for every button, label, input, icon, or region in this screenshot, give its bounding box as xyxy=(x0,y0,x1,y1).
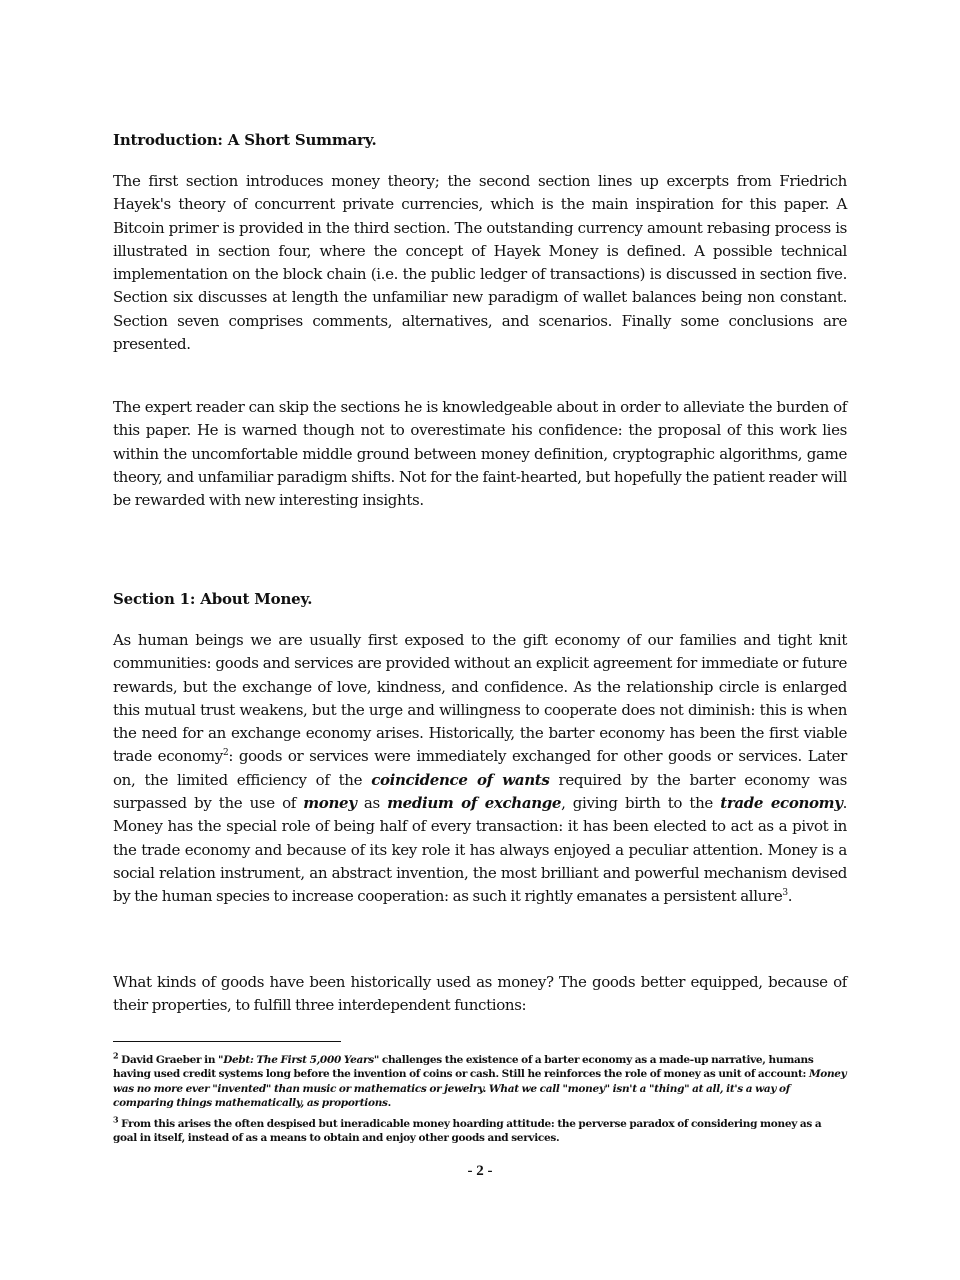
footnote-number: 2 xyxy=(113,1050,119,1061)
footnote-number: 3 xyxy=(113,1114,119,1125)
footnote-text: " challenges the existence of a barter economy as a made-up narrative, humans having used credit systems long before the invention of coins or cash. Still he reinforces the role of money as unit of account: xyxy=(113,1054,814,1081)
section1-paragraph-2: What kinds of goods have been historically used as money? The goods better equipped, because of their properties, to fulfill three interdependent functions: xyxy=(113,973,847,1015)
intro-paragraph-1: The first section introduces money theory; the second section lines up excerpts from Friedrich Hayek's theory of concurrent private currencies, which is the main inspiration for this paper. A Bitcoin primer is provided in the third section. The outstanding currency amount rebasing process is illustrated in section four, where the concept of Hayek Money is defined. A possible technical implementation on the block chain (i.e. the public ledger of transactions) is discussed in section five. Section six discusses at length the unfamiliar new paradigm of wallet balances being non constant. Section seven comprises comments, alternatives, and scenarios. Finally some conclusions are presented. xyxy=(113,172,847,354)
page-number: - 2 - xyxy=(467,1163,493,1179)
text-segment: as xyxy=(356,794,388,813)
footnote-ref[interactable]: 2 xyxy=(222,748,229,759)
text-segment: , giving birth to the xyxy=(561,794,721,813)
footnote-text: David Graeber in " xyxy=(121,1054,224,1066)
footnote-book-title: Debt: The First 5,000 Years xyxy=(223,1054,374,1066)
text-segment: . Money has the special role of being half of every transaction: it has been elected to act as a pivot in the trade economy and because of its key role it has always enjoyed a peculiar attention. Money is a social relation instrument, an abstract invention, the most brilliant and powerful mechanism devised by the human species to increase cooperation: as such it rightly emanates a persistent allure xyxy=(113,794,847,906)
footnote-text: From this arises the often despised but ineradicable money hoarding attitude: the perverse paradox of considering money as a goal in itself, instead of as a means to obtain and enjoy other goods and services. xyxy=(113,1118,822,1145)
text-segment: required by the barter economy was surpassed by the use of xyxy=(113,770,847,813)
footnote-text: . xyxy=(387,1097,392,1110)
intro-heading: Introduction: A Short Summary. xyxy=(113,131,377,149)
footnote-2 xyxy=(113,1050,847,1111)
emphasis-coincidence-of-wants: coincidence of wants xyxy=(371,770,550,789)
footnote-ref[interactable]: 3 xyxy=(782,888,788,899)
intro-paragraph-2: The expert reader can skip the sections he is knowledgeable about in order to alleviate the burden of this paper. He is warned though not to overestimate his confidence: the proposal of this work lies within the uncomfortable middle ground between money definition, cryptographic algorithms, game theory, and unfamiliar paradigm shifts. Not for the faint-hearted, but hopefully the patient reader will be rewarded with new interesting insights. xyxy=(113,398,847,510)
section1-heading: Section 1: About Money. xyxy=(113,590,313,608)
emphasis-trade-economy: trade economy xyxy=(720,794,843,813)
footnote-quote: Money was no more ever "invented" than music or mathematics or jewelry. What we call "money" isn't a "thing" at all, it's a way of comparing things mathematically, as proportions xyxy=(113,1068,847,1110)
text-segment: : goods or services were immediately exchanged for other goods or services. Later on, the limited efficiency of the xyxy=(113,747,847,789)
text-segment: As human beings we are usually first exposed to the gift economy of our families and tight knit communities: goods and services are provided without an explicit agreement for immediate or future rewards, but the exchange of love, kindness, and confidence. As the relationship circle is enlarged this mutual trust weakens, but the urge and willingness to cooperate does not diminish: this is when the need for an exchange economy arises. Historically, the barter economy has been the first viable trade economy xyxy=(113,631,847,766)
text-segment: . xyxy=(787,887,793,906)
emphasis-money: money xyxy=(303,794,357,813)
section1-paragraph-1 xyxy=(113,629,847,909)
emphasis-medium-of-exchange: medium of exchange xyxy=(387,794,562,813)
footnote-3 xyxy=(113,1114,847,1146)
footnote-separator xyxy=(113,1041,341,1042)
